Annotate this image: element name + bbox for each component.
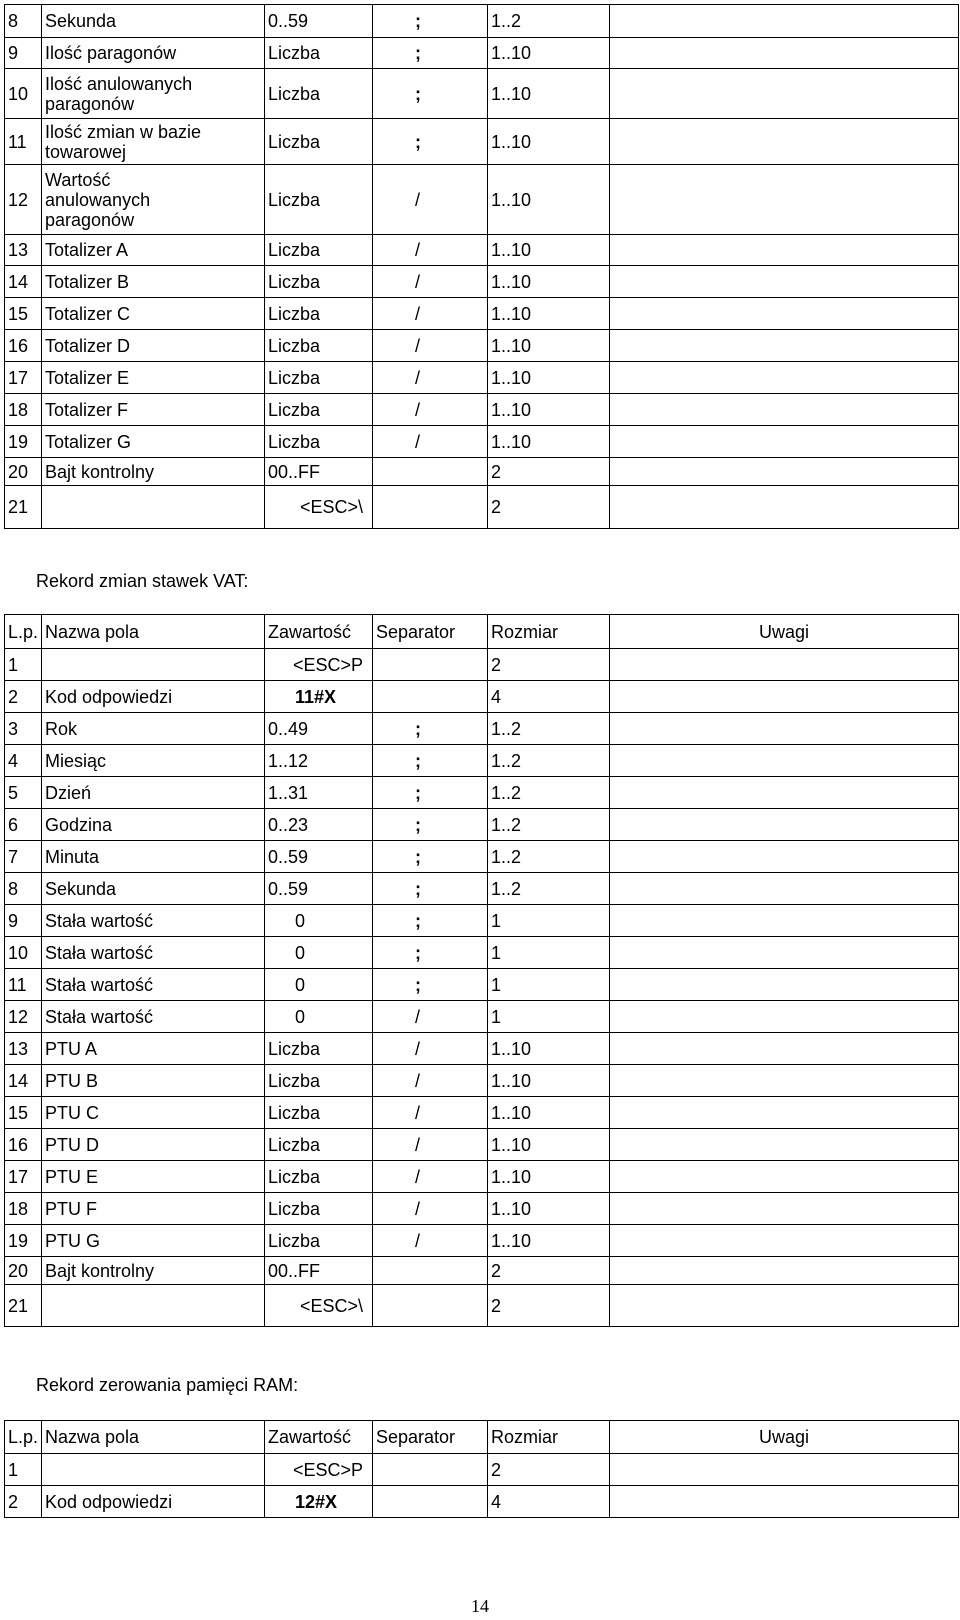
content-cell: Liczba	[265, 330, 373, 362]
lp-cell: 4	[5, 745, 42, 777]
table-row	[5, 458, 959, 486]
table-row	[5, 649, 959, 681]
separator-cell: /	[373, 298, 488, 330]
notes-cell	[610, 1193, 959, 1225]
content-cell: Liczba	[265, 1225, 373, 1257]
table-row	[5, 841, 959, 873]
notes-cell	[610, 873, 959, 905]
size-cell: 2	[488, 1454, 610, 1486]
notes-cell	[610, 119, 959, 165]
name-cell: Stała wartość	[42, 1001, 265, 1033]
page-number: 14	[471, 1596, 489, 1616]
header-content: Zawartość	[265, 1421, 373, 1454]
name-cell: Bajt kontrolny	[42, 458, 265, 486]
size-cell: 1..10	[488, 119, 610, 165]
table-row	[5, 809, 959, 841]
size-cell: 1	[488, 1001, 610, 1033]
name-cell: Totalizer F	[42, 394, 265, 426]
lp-cell: 10	[5, 937, 42, 969]
size-cell: 2	[488, 1257, 610, 1285]
notes-cell	[610, 649, 959, 681]
size-cell: 1..2	[488, 5, 610, 38]
content-cell: <ESC>\	[265, 486, 373, 529]
notes-cell	[610, 713, 959, 745]
notes-cell	[610, 1257, 959, 1285]
size-cell: 1	[488, 905, 610, 937]
separator-cell: /	[373, 330, 488, 362]
header-content: Zawartość	[265, 615, 373, 649]
notes-cell	[610, 38, 959, 69]
size-cell: 1..10	[488, 69, 610, 119]
separator-cell: ;	[373, 777, 488, 809]
content-cell: Liczba	[265, 298, 373, 330]
name-cell: Ilość zmian w bazie towarowej	[42, 119, 265, 165]
notes-cell	[610, 745, 959, 777]
table-row	[5, 266, 959, 298]
name-cell: PTU G	[42, 1225, 265, 1257]
separator-cell: /	[373, 362, 488, 394]
lp-cell: 12	[5, 165, 42, 235]
notes-cell	[610, 235, 959, 266]
table-row	[5, 1486, 959, 1518]
lp-cell: 6	[5, 809, 42, 841]
name-cell: Totalizer D	[42, 330, 265, 362]
notes-cell	[610, 809, 959, 841]
notes-cell	[610, 165, 959, 235]
table-row	[5, 969, 959, 1001]
notes-cell	[610, 969, 959, 1001]
name-cell: Stała wartość	[42, 905, 265, 937]
name-cell: Kod odpowiedzi	[42, 681, 265, 713]
name-cell: Totalizer G	[42, 426, 265, 458]
lp-cell: 19	[5, 1225, 42, 1257]
content-cell: Liczba	[265, 1065, 373, 1097]
notes-cell	[610, 1161, 959, 1193]
name-cell: Totalizer C	[42, 298, 265, 330]
header-lp: L.p.	[5, 1421, 42, 1454]
notes-cell	[610, 1065, 959, 1097]
size-cell: 2	[488, 1285, 610, 1327]
separator-cell: /	[373, 426, 488, 458]
content-cell: 0	[265, 1001, 373, 1033]
table-row	[5, 1161, 959, 1193]
name-cell: PTU C	[42, 1097, 265, 1129]
table-row	[5, 777, 959, 809]
name-cell: Kod odpowiedzi	[42, 1486, 265, 1518]
notes-cell	[610, 330, 959, 362]
lp-cell: 17	[5, 1161, 42, 1193]
lp-cell: 15	[5, 1097, 42, 1129]
notes-cell	[610, 1001, 959, 1033]
size-cell: 1..2	[488, 809, 610, 841]
name-cell: Minuta	[42, 841, 265, 873]
content-cell: 0..59	[265, 841, 373, 873]
notes-cell	[610, 486, 959, 529]
separator-cell: /	[373, 1097, 488, 1129]
size-cell: 1..2	[488, 713, 610, 745]
name-cell: Totalizer A	[42, 235, 265, 266]
lp-cell: 16	[5, 330, 42, 362]
content-cell: 0	[265, 937, 373, 969]
separator-cell: /	[373, 1225, 488, 1257]
name-cell: PTU A	[42, 1033, 265, 1065]
notes-cell	[610, 362, 959, 394]
size-cell: 1	[488, 937, 610, 969]
separator-cell: /	[373, 235, 488, 266]
content-cell: 11#X	[265, 681, 373, 713]
table-row	[5, 1193, 959, 1225]
name-cell: Stała wartość	[42, 969, 265, 1001]
name-cell: Totalizer E	[42, 362, 265, 394]
table-row	[5, 745, 959, 777]
notes-cell	[610, 1097, 959, 1129]
separator-cell	[373, 681, 488, 713]
table-continuation	[4, 4, 959, 529]
table-header-row	[5, 615, 959, 649]
size-cell: 1	[488, 969, 610, 1001]
lp-cell: 16	[5, 1129, 42, 1161]
size-cell: 1..2	[488, 745, 610, 777]
content-cell: Liczba	[265, 266, 373, 298]
header-size: Rozmiar	[488, 615, 610, 649]
content-cell: 1..12	[265, 745, 373, 777]
section-heading-vat: Rekord zmian stawek VAT:	[36, 571, 249, 591]
size-cell: 1..10	[488, 235, 610, 266]
separator-cell	[373, 649, 488, 681]
separator-cell: /	[373, 394, 488, 426]
size-cell: 2	[488, 486, 610, 529]
notes-cell	[610, 905, 959, 937]
notes-cell	[610, 5, 959, 38]
lp-cell: 2	[5, 681, 42, 713]
name-cell: PTU E	[42, 1161, 265, 1193]
header-separator: Separator	[373, 1421, 488, 1454]
separator-cell	[373, 486, 488, 529]
size-cell: 1..10	[488, 394, 610, 426]
size-cell: 2	[488, 649, 610, 681]
size-cell: 1..10	[488, 266, 610, 298]
size-cell: 1..10	[488, 362, 610, 394]
notes-cell	[610, 458, 959, 486]
table-vat-record	[4, 614, 959, 1327]
separator-cell: ;	[373, 841, 488, 873]
size-cell: 1..10	[488, 1193, 610, 1225]
name-cell: Rok	[42, 713, 265, 745]
table-ram-record	[4, 1420, 959, 1518]
separator-cell	[373, 1486, 488, 1518]
header-notes: Uwagi	[610, 615, 959, 649]
content-cell: 0..59	[265, 5, 373, 38]
name-cell: Bajt kontrolny	[42, 1257, 265, 1285]
content-cell: <ESC>P	[265, 1454, 373, 1486]
notes-cell	[610, 1486, 959, 1518]
separator-cell: ;	[373, 119, 488, 165]
size-cell: 1..2	[488, 777, 610, 809]
size-cell: 1..10	[488, 1225, 610, 1257]
name-cell	[42, 1285, 265, 1327]
name-cell: Dzień	[42, 777, 265, 809]
notes-cell	[610, 777, 959, 809]
content-cell: 0..49	[265, 713, 373, 745]
size-cell: 1..2	[488, 841, 610, 873]
content-cell: Liczba	[265, 38, 373, 69]
name-cell	[42, 486, 265, 529]
lp-cell: 9	[5, 905, 42, 937]
name-cell: Godzina	[42, 809, 265, 841]
lp-cell: 13	[5, 1033, 42, 1065]
notes-cell	[610, 1225, 959, 1257]
lp-cell: 11	[5, 969, 42, 1001]
lp-cell: 14	[5, 266, 42, 298]
content-cell: 0	[265, 905, 373, 937]
table-row	[5, 1065, 959, 1097]
notes-cell	[610, 298, 959, 330]
table-row	[5, 1097, 959, 1129]
header-separator: Separator	[373, 615, 488, 649]
name-cell: Wartość anulowanych paragonów	[42, 165, 265, 235]
lp-cell: 11	[5, 119, 42, 165]
content-cell: Liczba	[265, 394, 373, 426]
table-row	[5, 1454, 959, 1486]
table-row	[5, 1225, 959, 1257]
lp-cell: 1	[5, 649, 42, 681]
table-row	[5, 394, 959, 426]
separator-cell	[373, 1285, 488, 1327]
name-cell	[42, 1454, 265, 1486]
name-cell: PTU F	[42, 1193, 265, 1225]
table-row	[5, 486, 959, 529]
content-cell: 0	[265, 969, 373, 1001]
lp-cell: 20	[5, 458, 42, 486]
separator-cell: ;	[373, 937, 488, 969]
name-cell: Ilość paragonów	[42, 38, 265, 69]
table-row	[5, 235, 959, 266]
table-row	[5, 330, 959, 362]
notes-cell	[610, 394, 959, 426]
header-size: Rozmiar	[488, 1421, 610, 1454]
name-cell: Stała wartość	[42, 937, 265, 969]
separator-cell: /	[373, 1129, 488, 1161]
size-cell: 4	[488, 1486, 610, 1518]
table-row	[5, 1129, 959, 1161]
table-row	[5, 713, 959, 745]
table-row	[5, 937, 959, 969]
size-cell: 1..10	[488, 1033, 610, 1065]
lp-cell: 8	[5, 5, 42, 38]
content-cell: Liczba	[265, 1033, 373, 1065]
notes-cell	[610, 1129, 959, 1161]
content-cell: Liczba	[265, 119, 373, 165]
name-cell: PTU D	[42, 1129, 265, 1161]
table-row	[5, 298, 959, 330]
table-row	[5, 1257, 959, 1285]
separator-cell: ;	[373, 905, 488, 937]
separator-cell	[373, 1454, 488, 1486]
content-cell: 0..59	[265, 873, 373, 905]
lp-cell: 1	[5, 1454, 42, 1486]
size-cell: 1..10	[488, 1097, 610, 1129]
content-cell: <ESC>P	[265, 649, 373, 681]
table-row	[5, 426, 959, 458]
notes-cell	[610, 1285, 959, 1327]
content-cell: Liczba	[265, 235, 373, 266]
content-cell: 12#X	[265, 1486, 373, 1518]
size-cell: 1..10	[488, 298, 610, 330]
separator-cell: ;	[373, 713, 488, 745]
lp-cell: 20	[5, 1257, 42, 1285]
content-cell: Liczba	[265, 69, 373, 119]
lp-cell: 19	[5, 426, 42, 458]
notes-cell	[610, 681, 959, 713]
separator-cell: /	[373, 165, 488, 235]
notes-cell	[610, 1033, 959, 1065]
lp-cell: 18	[5, 1193, 42, 1225]
lp-cell: 17	[5, 362, 42, 394]
header-name: Nazwa pola	[42, 1421, 265, 1454]
table-row	[5, 1285, 959, 1327]
separator-cell: ;	[373, 5, 488, 38]
size-cell: 1..10	[488, 330, 610, 362]
table-row	[5, 5, 959, 38]
size-cell: 1..10	[488, 165, 610, 235]
lp-cell: 15	[5, 298, 42, 330]
content-cell: Liczba	[265, 1161, 373, 1193]
table-row	[5, 38, 959, 69]
table-row	[5, 1001, 959, 1033]
name-cell: Totalizer B	[42, 266, 265, 298]
lp-cell: 21	[5, 486, 42, 529]
content-cell: Liczba	[265, 362, 373, 394]
header-lp: L.p.	[5, 615, 42, 649]
table-row	[5, 362, 959, 394]
table-row	[5, 165, 959, 235]
size-cell: 4	[488, 681, 610, 713]
lp-cell: 3	[5, 713, 42, 745]
lp-cell: 2	[5, 1486, 42, 1518]
name-cell	[42, 649, 265, 681]
separator-cell: ;	[373, 745, 488, 777]
separator-cell	[373, 1257, 488, 1285]
size-cell: 1..10	[488, 38, 610, 69]
separator-cell: ;	[373, 69, 488, 119]
lp-cell: 10	[5, 69, 42, 119]
table-header-row	[5, 1421, 959, 1454]
content-cell: 1..31	[265, 777, 373, 809]
separator-cell: /	[373, 1193, 488, 1225]
lp-cell: 9	[5, 38, 42, 69]
separator-cell: ;	[373, 969, 488, 1001]
header-name: Nazwa pola	[42, 615, 265, 649]
size-cell: 1..10	[488, 1129, 610, 1161]
lp-cell: 8	[5, 873, 42, 905]
content-cell: Liczba	[265, 165, 373, 235]
size-cell: 1..10	[488, 1161, 610, 1193]
lp-cell: 13	[5, 235, 42, 266]
separator-cell: /	[373, 1033, 488, 1065]
size-cell: 2	[488, 458, 610, 486]
content-cell: <ESC>\	[265, 1285, 373, 1327]
size-cell: 1..10	[488, 1065, 610, 1097]
content-cell: Liczba	[265, 426, 373, 458]
separator-cell: ;	[373, 873, 488, 905]
content-cell: Liczba	[265, 1097, 373, 1129]
lp-cell: 12	[5, 1001, 42, 1033]
separator-cell: /	[373, 1065, 488, 1097]
lp-cell: 7	[5, 841, 42, 873]
table-row	[5, 119, 959, 165]
section-heading-ram: Rekord zerowania pamięci RAM:	[36, 1375, 299, 1395]
notes-cell	[610, 69, 959, 119]
table-row	[5, 69, 959, 119]
separator-cell: /	[373, 1001, 488, 1033]
name-cell: Sekunda	[42, 873, 265, 905]
content-cell: Liczba	[265, 1193, 373, 1225]
lp-cell: 18	[5, 394, 42, 426]
separator-cell	[373, 458, 488, 486]
size-cell: 1..2	[488, 873, 610, 905]
size-cell: 1..10	[488, 426, 610, 458]
content-cell: 00..FF	[265, 1257, 373, 1285]
content-cell: 00..FF	[265, 458, 373, 486]
separator-cell: ;	[373, 38, 488, 69]
notes-cell	[610, 937, 959, 969]
name-cell: PTU B	[42, 1065, 265, 1097]
content-cell: 0..23	[265, 809, 373, 841]
lp-cell: 5	[5, 777, 42, 809]
name-cell: Miesiąc	[42, 745, 265, 777]
separator-cell: ;	[373, 809, 488, 841]
lp-cell: 21	[5, 1285, 42, 1327]
content-cell: Liczba	[265, 1129, 373, 1161]
notes-cell	[610, 266, 959, 298]
header-notes: Uwagi	[610, 1421, 959, 1454]
name-cell: Sekunda	[42, 5, 265, 38]
lp-cell: 14	[5, 1065, 42, 1097]
table-row	[5, 681, 959, 713]
table-row	[5, 873, 959, 905]
separator-cell: /	[373, 1161, 488, 1193]
notes-cell	[610, 1454, 959, 1486]
table-row	[5, 905, 959, 937]
notes-cell	[610, 426, 959, 458]
name-cell: Ilość anulowanych paragonów	[42, 69, 265, 119]
notes-cell	[610, 841, 959, 873]
table-row	[5, 1033, 959, 1065]
separator-cell: /	[373, 266, 488, 298]
